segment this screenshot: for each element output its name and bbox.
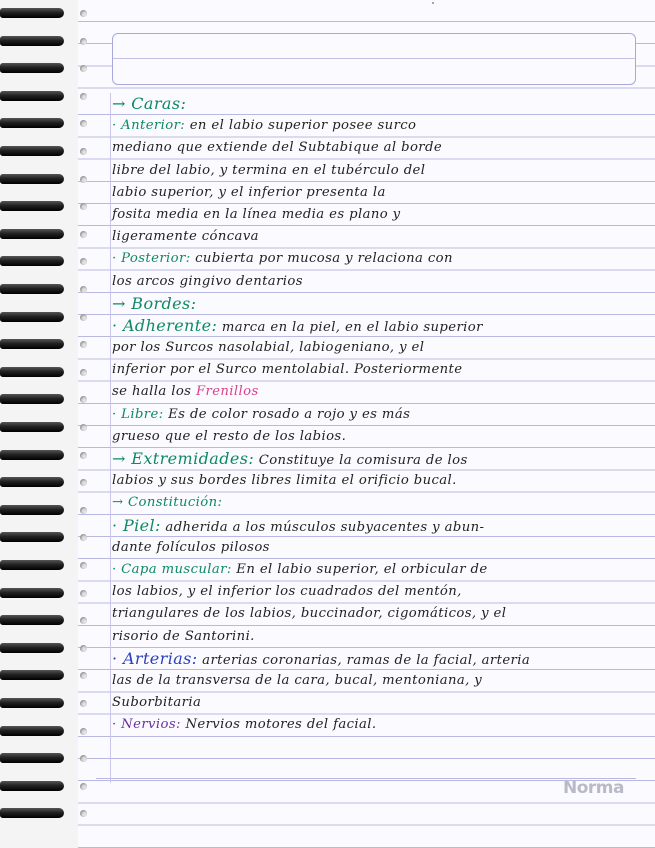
note-text: triangulares de los labios, buccinador, cigomáticos, y el — [112, 606, 507, 622]
note-line — [112, 426, 640, 448]
note-text: · Piel: — [112, 515, 161, 535]
note-text: Constituye la comisura de los — [254, 453, 468, 468]
spiral-ring — [0, 477, 72, 491]
spiral-ring — [0, 229, 72, 243]
spiral-ring — [0, 118, 72, 132]
note-text: las de la transversa de la cara, bucal, mentoniana, y — [112, 672, 483, 688]
ring-wire — [0, 394, 64, 404]
spiral-ring — [0, 726, 72, 740]
ring-wire — [0, 643, 64, 653]
spiral-ring — [0, 146, 72, 160]
note-text: · Arterias: — [112, 648, 198, 668]
ring-wire — [0, 808, 64, 818]
ring-hole — [80, 203, 87, 210]
spiral-ring — [0, 394, 72, 408]
ring-hole — [80, 396, 87, 403]
note-text: grueso que el resto de los labios. — [112, 428, 347, 444]
note-text: risorio de Santorini. — [112, 628, 255, 644]
note-line — [112, 626, 640, 648]
spiral-ring — [0, 36, 72, 50]
ring-hole — [80, 810, 87, 817]
note-line — [112, 714, 640, 736]
note-text: → Constitución: — [112, 495, 223, 511]
ring-hole — [80, 452, 87, 459]
note-text: → Extremidades: — [112, 449, 255, 468]
ring-hole — [80, 65, 87, 72]
note-text: dante folículos pilosos — [112, 539, 270, 555]
spiral-ring — [0, 450, 72, 464]
ring-wire — [0, 560, 64, 570]
ring-hole — [80, 728, 87, 735]
note-line — [112, 448, 640, 470]
note-text: arterias coronarias, ramas de la facial, arteria — [197, 652, 531, 668]
note-text: los arcos gingivo dentarios — [112, 273, 303, 289]
spiral-ring — [0, 339, 72, 353]
spiral-ring — [0, 505, 72, 519]
ring-wire — [0, 63, 64, 73]
note-text: labio superior, y el inferior presenta la — [112, 184, 386, 200]
note-line — [112, 670, 640, 692]
spiral-ring — [0, 753, 72, 767]
handwritten-notes — [112, 93, 640, 736]
note-line — [112, 492, 640, 514]
note-text: Suborbitaria — [112, 695, 202, 711]
note-text: ligeramente cóncava — [112, 229, 259, 245]
ring-wire — [0, 312, 64, 322]
note-line — [112, 581, 640, 603]
header-box — [112, 33, 636, 85]
note-text: Es de color rosado a rojo y es más — [163, 406, 411, 422]
ring-wire — [0, 284, 64, 294]
note-text: · Anterior: — [112, 118, 186, 134]
note-text: se halla los — [112, 384, 196, 400]
bottom-rule — [96, 778, 636, 779]
ring-hole — [80, 479, 87, 486]
ring-hole — [80, 590, 87, 597]
note-line — [112, 559, 640, 581]
note-text: · Posterior: — [112, 251, 191, 267]
ring-hole — [80, 176, 87, 183]
ring-hole — [80, 258, 87, 265]
note-text: mediano que extiende del Subtabique al borde — [112, 140, 443, 156]
spiral-ring — [0, 670, 72, 684]
spiral-ring — [0, 284, 72, 298]
header-rule — [113, 58, 635, 59]
spiral-binding — [0, 0, 90, 848]
note-text: fosita media en la línea media es plano y — [112, 206, 401, 222]
note-text: adherida a los músculos subyacentes y abun- — [160, 519, 485, 535]
note-line — [112, 337, 640, 359]
note-line — [112, 93, 640, 115]
note-text: cubierta por mucosa y relaciona con — [190, 251, 453, 267]
note-text: · Capa muscular: — [112, 561, 232, 577]
note-line — [112, 160, 640, 182]
ring-hole — [80, 645, 87, 652]
ring-wire — [0, 505, 64, 515]
ring-wire — [0, 532, 64, 542]
note-line — [112, 381, 640, 403]
note-line — [112, 404, 640, 426]
note-text: labios y sus bordes libres limita el orificio bucal. — [112, 473, 457, 489]
note-line — [112, 648, 640, 670]
ring-wire — [0, 726, 64, 736]
note-line — [112, 204, 640, 226]
ring-wire — [0, 450, 64, 460]
note-line — [112, 470, 640, 492]
note-line — [112, 293, 640, 315]
note-line — [112, 692, 640, 714]
ring-wire — [0, 91, 64, 101]
ring-hole — [80, 38, 87, 45]
note-text: En el labio superior, el orbicular de — [231, 561, 488, 577]
note-text: · Nervios: — [112, 717, 181, 733]
note-line — [112, 515, 640, 537]
spiral-ring — [0, 256, 72, 270]
speck — [432, 2, 434, 4]
ring-wire — [0, 422, 64, 432]
note-line — [112, 137, 640, 159]
ring-wire — [0, 339, 64, 349]
ring-wire — [0, 753, 64, 763]
spiral-ring — [0, 560, 72, 574]
spiral-ring — [0, 532, 72, 546]
ring-wire — [0, 174, 64, 184]
note-line — [112, 115, 640, 137]
ring-wire — [0, 367, 64, 377]
spiral-ring — [0, 91, 72, 105]
ring-wire — [0, 670, 64, 680]
spiral-ring — [0, 808, 72, 822]
note-text: los labios, y el inferior los cuadrados del mentón, — [112, 584, 462, 600]
spiral-ring — [0, 201, 72, 215]
ring-hole — [80, 783, 87, 790]
ring-hole — [80, 562, 87, 569]
ring-hole — [80, 755, 87, 762]
ring-hole — [80, 120, 87, 127]
ring-wire — [0, 229, 64, 239]
ring-hole — [80, 341, 87, 348]
ring-hole — [80, 286, 87, 293]
ring-wire — [0, 36, 64, 46]
ring-hole — [80, 10, 87, 17]
spiral-ring — [0, 367, 72, 381]
ring-hole — [80, 369, 87, 376]
ring-wire — [0, 201, 64, 211]
spiral-ring — [0, 643, 72, 657]
margin-line — [110, 93, 111, 783]
note-line — [112, 271, 640, 293]
spiral-ring — [0, 781, 72, 795]
ring-wire — [0, 146, 64, 156]
ring-hole — [80, 231, 87, 238]
note-line — [112, 248, 640, 270]
note-text: → Caras: — [112, 94, 187, 113]
note-text: → Bordes: — [112, 293, 197, 313]
spiral-ring — [0, 8, 72, 22]
ring-wire — [0, 615, 64, 625]
note-line — [112, 537, 640, 559]
ring-hole — [80, 314, 87, 321]
note-text: en el labio superior posee surco — [185, 118, 417, 134]
note-text: · Adherente: — [112, 315, 218, 335]
note-text: Nervios motores del facial. — [180, 717, 377, 733]
spiral-ring — [0, 174, 72, 188]
note-line — [112, 315, 640, 337]
note-text: Frenillos — [195, 384, 259, 400]
ring-wire — [0, 256, 64, 266]
norma-logo: Norma — [563, 778, 624, 798]
spiral-ring — [0, 63, 72, 77]
ring-hole — [80, 672, 87, 679]
note-text: por los Surcos nasolabial, labiogeniano, y el — [112, 340, 425, 356]
ring-hole — [80, 617, 87, 624]
ring-hole — [80, 700, 87, 707]
spiral-ring — [0, 422, 72, 436]
spiral-ring — [0, 588, 72, 602]
note-text: inferior por el Surco mentolabial. Posteriormente — [112, 362, 463, 378]
ring-hole — [80, 534, 87, 541]
ring-wire — [0, 698, 64, 708]
note-line — [112, 603, 640, 625]
ring-hole — [80, 93, 87, 100]
ring-hole — [80, 148, 87, 155]
spiral-ring — [0, 698, 72, 712]
spiral-ring — [0, 312, 72, 326]
ring-wire — [0, 781, 64, 791]
ring-wire — [0, 118, 64, 128]
ring-wire — [0, 477, 64, 487]
ring-wire — [0, 8, 64, 18]
note-line — [112, 226, 640, 248]
ring-hole — [80, 507, 87, 514]
ring-wire — [0, 588, 64, 598]
note-line — [112, 182, 640, 204]
note-text: marca en la piel, en el labio superior — [217, 319, 483, 335]
spiral-ring — [0, 615, 72, 629]
note-line — [112, 359, 640, 381]
note-text: · Libre: — [112, 406, 164, 422]
note-text: libre del labio, y termina en el tubérculo del — [112, 162, 426, 178]
ring-hole — [80, 424, 87, 431]
